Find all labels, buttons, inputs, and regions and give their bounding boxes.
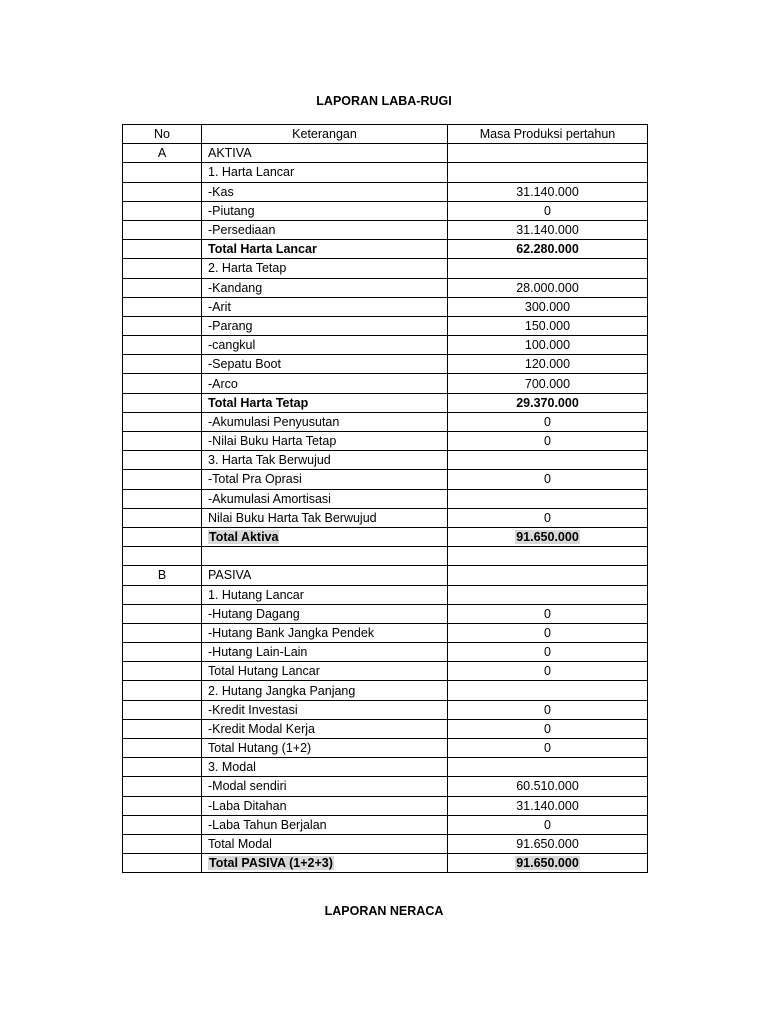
row-keterangan: [202, 719, 448, 738]
row-no: [123, 297, 202, 316]
row-keterangan: [202, 259, 448, 278]
row-value: [448, 470, 648, 489]
row-value: [448, 278, 648, 297]
row-value: [448, 220, 648, 239]
row-keterangan-text: 1. Harta Lancar: [208, 165, 295, 180]
row-value: [448, 566, 648, 585]
row-value-text: 0: [544, 434, 551, 449]
row-keterangan-text: -Hutang Dagang: [208, 606, 300, 621]
row-no: [123, 163, 202, 182]
table-row: [123, 259, 648, 278]
row-keterangan-text: -Piutang: [208, 203, 255, 218]
table-row: [123, 854, 648, 873]
row-value-text: 700.000: [524, 376, 571, 391]
row-no: [123, 220, 202, 239]
row-value-text: 0: [544, 702, 551, 717]
row-value-text: 0: [544, 606, 551, 621]
table-row: [123, 278, 648, 297]
row-keterangan: [202, 144, 448, 163]
row-no: [123, 393, 202, 412]
row-no: [123, 451, 202, 470]
table-row: [123, 547, 648, 566]
row-value-text: 91.650.000: [516, 856, 579, 871]
table-row: [123, 355, 648, 374]
row-keterangan: [202, 796, 448, 815]
row-keterangan: [202, 854, 448, 873]
table-row: [123, 432, 648, 451]
row-value-text: 150.000: [524, 318, 571, 333]
row-no: [123, 182, 202, 201]
row-keterangan-text: -Kredit Investasi: [208, 702, 298, 717]
row-value-text: 31.140.000: [516, 184, 579, 199]
table-row: [123, 374, 648, 393]
table-row: [123, 815, 648, 834]
page-title: LAPORAN LABA-RUGI: [316, 94, 452, 108]
row-keterangan-text: PASIVA: [208, 568, 252, 583]
row-keterangan-text: 3. Modal: [208, 760, 256, 775]
row-value: [448, 489, 648, 508]
row-value: [448, 259, 648, 278]
row-keterangan: [202, 355, 448, 374]
row-value: [448, 643, 648, 662]
row-value-text: 0: [544, 741, 551, 756]
table-row: [123, 220, 648, 239]
row-value: [448, 240, 648, 259]
row-keterangan-text: -Hutang Lain-Lain: [208, 645, 308, 660]
row-keterangan: [202, 316, 448, 335]
row-keterangan-text: AKTIVA: [208, 146, 252, 161]
row-no: [123, 796, 202, 815]
row-value: [448, 508, 648, 527]
row-value-text: 31.140.000: [516, 223, 579, 238]
row-keterangan: [202, 527, 448, 546]
row-keterangan: [202, 240, 448, 259]
row-value: [448, 623, 648, 642]
row-keterangan: [202, 623, 448, 642]
row-value-text: 60.510.000: [516, 779, 579, 794]
row-value-text: 0: [544, 472, 551, 487]
table-row: [123, 623, 648, 642]
table-row: [123, 643, 648, 662]
row-no: [123, 201, 202, 220]
balance-table: [122, 124, 648, 873]
row-no: [123, 758, 202, 777]
row-keterangan: [202, 681, 448, 700]
row-value: [448, 182, 648, 201]
row-no: [123, 623, 202, 642]
row-keterangan-text: 2. Harta Tetap: [208, 261, 287, 276]
row-value: [448, 201, 648, 220]
row-no: [123, 662, 202, 681]
row-value: [448, 854, 648, 873]
table-row: [123, 758, 648, 777]
row-keterangan-text: -Arco: [208, 376, 238, 391]
footer-title: LAPORAN NERACA: [324, 904, 444, 918]
row-no: [123, 336, 202, 355]
row-no: [123, 432, 202, 451]
row-value: [448, 719, 648, 738]
row-keterangan-text: -Hutang Bank Jangka Pendek: [208, 625, 375, 640]
table-row: [123, 316, 648, 335]
row-no: [123, 604, 202, 623]
row-no: [123, 278, 202, 297]
row-no: [123, 700, 202, 719]
row-value: [448, 547, 648, 566]
table-row: [123, 796, 648, 815]
row-no: [123, 259, 202, 278]
row-keterangan: [202, 815, 448, 834]
table-row: [123, 412, 648, 431]
row-value-text: 0: [544, 664, 551, 679]
row-value: [448, 585, 648, 604]
row-value-text: 0: [544, 510, 551, 525]
row-keterangan-text: -Kredit Modal Kerja: [208, 721, 315, 736]
row-value: [448, 144, 648, 163]
row-value: [448, 681, 648, 700]
row-value-text: 0: [544, 625, 551, 640]
row-value: [448, 316, 648, 335]
row-keterangan-text: Total Hutang (1+2): [208, 741, 312, 756]
table-row: [123, 451, 648, 470]
row-keterangan: [202, 547, 448, 566]
table-row: [123, 777, 648, 796]
row-keterangan: [202, 201, 448, 220]
row-no: [123, 316, 202, 335]
table-row: [123, 201, 648, 220]
table-row: [123, 489, 648, 508]
row-no: [123, 815, 202, 834]
row-value-text: 91.650.000: [516, 837, 579, 852]
row-value: [448, 374, 648, 393]
row-keterangan: [202, 834, 448, 853]
row-keterangan-text: -Kas: [208, 184, 234, 199]
row-keterangan-text: Total Hutang Lancar: [208, 664, 320, 679]
row-value: [448, 662, 648, 681]
row-keterangan: [202, 777, 448, 796]
table-row: [123, 163, 648, 182]
row-no: A: [123, 144, 202, 163]
row-keterangan: [202, 739, 448, 758]
row-keterangan: [202, 604, 448, 623]
table-row: [123, 240, 648, 259]
row-keterangan-text: Total Harta Tetap: [208, 395, 309, 410]
row-keterangan-text: -Akumulasi Amortisasi: [208, 491, 331, 506]
row-value-text: 29.370.000: [516, 395, 579, 410]
row-keterangan: [202, 374, 448, 393]
table-row: [123, 297, 648, 316]
row-no: B: [123, 566, 202, 585]
row-keterangan: [202, 470, 448, 489]
row-keterangan: [202, 220, 448, 239]
row-no: [123, 508, 202, 527]
row-keterangan-text: -Laba Tahun Berjalan: [208, 817, 327, 832]
row-no: [123, 777, 202, 796]
row-keterangan-text: 3. Harta Tak Berwujud: [208, 453, 331, 468]
row-value: [448, 604, 648, 623]
row-value-text: 0: [544, 414, 551, 429]
row-no: [123, 527, 202, 546]
table-row: [123, 604, 648, 623]
table-row: [123, 470, 648, 489]
table-row: [123, 719, 648, 738]
table-row: [123, 566, 648, 585]
row-keterangan-text: Total Modal: [208, 837, 272, 852]
row-value: [448, 758, 648, 777]
row-no: [123, 489, 202, 508]
row-keterangan-text: Total Aktiva: [209, 530, 279, 545]
row-keterangan-text: Nilai Buku Harta Tak Berwujud: [208, 510, 377, 525]
row-value: [448, 297, 648, 316]
header-value: Masa Produksi pertahun: [448, 125, 648, 144]
row-value-text: 31.140.000: [516, 798, 579, 813]
table-row: [123, 144, 648, 163]
table-row: [123, 393, 648, 412]
table-row: [123, 508, 648, 527]
table-row: [123, 336, 648, 355]
table-row: [123, 834, 648, 853]
row-keterangan-text: -Nilai Buku Harta Tetap: [208, 434, 337, 449]
row-keterangan: [202, 451, 448, 470]
row-value: [448, 432, 648, 451]
table-row: [123, 739, 648, 758]
row-keterangan: [202, 297, 448, 316]
table-row: [123, 681, 648, 700]
table-row: [123, 182, 648, 201]
row-keterangan: [202, 662, 448, 681]
header-keterangan: Keterangan: [202, 125, 448, 144]
row-keterangan-text: Total Harta Lancar: [208, 242, 317, 257]
table-row: [123, 585, 648, 604]
row-keterangan: [202, 585, 448, 604]
row-value-text: 28.000.000: [516, 280, 579, 295]
row-no: [123, 739, 202, 758]
row-keterangan-text: -Modal sendiri: [208, 779, 287, 794]
row-keterangan-text: -Sepatu Boot: [208, 357, 281, 372]
row-no: [123, 719, 202, 738]
row-value-text: 0: [544, 817, 551, 832]
row-keterangan-text: -cangkul: [208, 338, 256, 353]
row-value-text: 0: [544, 645, 551, 660]
row-keterangan-text: 2. Hutang Jangka Panjang: [208, 683, 356, 698]
row-value: [448, 777, 648, 796]
row-keterangan-text: -Laba Ditahan: [208, 798, 287, 813]
row-value-text: 0: [544, 203, 551, 218]
row-keterangan-text: -Kandang: [208, 280, 263, 295]
row-value: [448, 815, 648, 834]
row-no: [123, 854, 202, 873]
row-value: [448, 355, 648, 374]
row-keterangan: [202, 278, 448, 297]
row-keterangan: [202, 182, 448, 201]
row-value-text: 0: [544, 721, 551, 736]
row-keterangan: [202, 508, 448, 527]
row-value-text: 300.000: [524, 299, 571, 314]
row-no: [123, 547, 202, 566]
row-no: [123, 585, 202, 604]
table-header-row: [123, 125, 648, 144]
row-value: [448, 393, 648, 412]
row-value: [448, 834, 648, 853]
table-body: [123, 144, 648, 873]
header-no: No: [123, 125, 202, 144]
table-row: [123, 527, 648, 546]
row-keterangan-text: Total PASIVA (1+2+3): [209, 856, 333, 871]
row-no: [123, 681, 202, 700]
row-value-text: 62.280.000: [516, 242, 579, 257]
row-keterangan: [202, 566, 448, 585]
row-no: [123, 834, 202, 853]
row-keterangan: [202, 489, 448, 508]
row-keterangan-text: -Akumulasi Penyusutan: [208, 414, 340, 429]
table-row: [123, 700, 648, 719]
row-keterangan: [202, 643, 448, 662]
row-keterangan-text: 1. Hutang Lancar: [208, 587, 304, 602]
table-row: [123, 662, 648, 681]
row-keterangan: [202, 412, 448, 431]
row-keterangan: [202, 758, 448, 777]
row-value: [448, 796, 648, 815]
row-keterangan-text: -Total Pra Oprasi: [208, 472, 302, 487]
row-value: [448, 412, 648, 431]
row-value: [448, 700, 648, 719]
row-keterangan-text: -Arit: [208, 299, 231, 314]
row-value: [448, 527, 648, 546]
row-no: [123, 355, 202, 374]
row-no: [123, 412, 202, 431]
row-no: [123, 470, 202, 489]
row-value: [448, 451, 648, 470]
row-keterangan: [202, 432, 448, 451]
row-value: [448, 336, 648, 355]
row-keterangan: [202, 163, 448, 182]
row-no: [123, 643, 202, 662]
row-value: [448, 739, 648, 758]
row-value-text: 120.000: [524, 357, 571, 372]
row-no: [123, 240, 202, 259]
row-keterangan: [202, 393, 448, 412]
row-value-text: 100.000: [524, 338, 571, 353]
row-keterangan: [202, 336, 448, 355]
row-value: [448, 163, 648, 182]
row-keterangan: [202, 700, 448, 719]
row-value-text: 91.650.000: [516, 530, 579, 545]
row-no: [123, 374, 202, 393]
row-keterangan-text: -Persediaan: [208, 223, 276, 238]
row-keterangan-text: -Parang: [208, 318, 253, 333]
